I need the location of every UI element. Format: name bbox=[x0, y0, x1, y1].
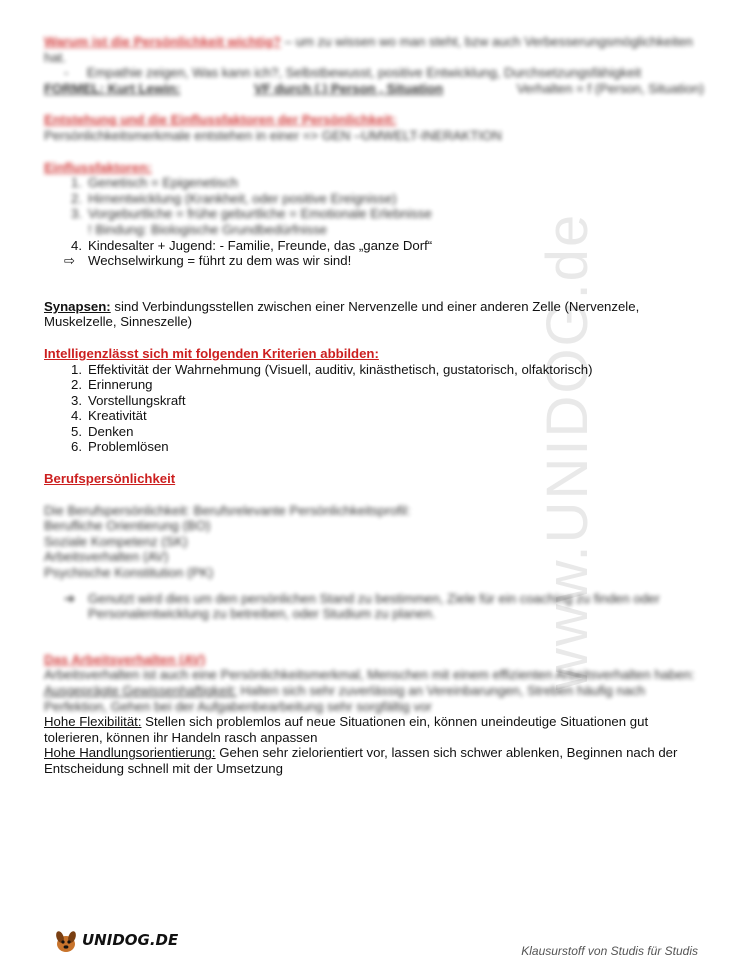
synapsen-paragraph bbox=[44, 299, 704, 330]
bullet-item bbox=[44, 65, 704, 81]
term-definition: sind Verbindungsstellen zwischen einer Nervenzelle und einer anderen Zelle (Nervenzele, Muskelzelle, Sinneszelle) bbox=[44, 298, 640, 330]
arrow-text: Genutzt wird dies um den persönlichen Stand zu bestimmen, Ziele für ein coaching zu finden oder Personalentwicklung zu betreiben, oder Studium zu planen. bbox=[88, 590, 660, 622]
section-intro: Arbeitsverhalten ist auch eine Persönlichkeitsmerkmal, Menschen mit einem effizienten Arbeitsverhalten haben: bbox=[44, 667, 695, 683]
section-heading: Berufspersönlichkeit bbox=[44, 471, 176, 487]
formula-label: FORMEL: Kurt Lewin: bbox=[44, 80, 181, 96]
formula-middle: VF durch (.) Person , Situation bbox=[253, 80, 443, 96]
bullet-text: Empathie zeigen, Was kann ich?, Selbstbewusst, positive Entwicklung, Durchsetzungsfähigkeit bbox=[86, 65, 642, 81]
document-page bbox=[44, 34, 704, 777]
list-item: 3. Vorgeburtliche = frühe geburtliche = Emotionale Erlebnisse bbox=[71, 206, 432, 222]
list-item: 2. Hirnentwicklung (Krankheit, oder positive Ereignisse) bbox=[71, 190, 397, 206]
dash-bullet: - bbox=[64, 65, 87, 81]
list-item: 5. Denken bbox=[71, 423, 134, 439]
paragraph bbox=[44, 34, 704, 65]
list-item: 6. Problemlösen bbox=[71, 439, 169, 455]
formula-line bbox=[44, 81, 704, 97]
section-text: – um zu wissen wo man steht, bzw auch Verbesserungsmöglichkeiten hat. bbox=[44, 34, 693, 65]
profile-line: Berufliche Orientierung (BO) bbox=[44, 518, 211, 534]
profile-line: Psychische Konstitution (PK) bbox=[44, 565, 214, 581]
arrow-item bbox=[64, 253, 704, 269]
logo-text: UNIDOG.DE bbox=[82, 931, 179, 950]
section-heading: Entstehung und die Einflussfaktoren der Persönlichkeit: bbox=[44, 112, 397, 128]
term-label: Synapsen: bbox=[44, 298, 111, 314]
arrow-text: Wechselwirkung = führt zu dem was wir sind! bbox=[88, 253, 352, 269]
profile-line: Soziale Kompetenz (SK) bbox=[44, 533, 188, 549]
trait-text: Halten sich sehr zuverlässig an Vereinbarungen, Streben häufig nach Perfektion, Gehen bei der Aufgabenbearbeitung sehr sorgfältig vor bbox=[44, 683, 646, 714]
trait-label: Hohe Flexibilität: bbox=[44, 714, 142, 730]
list-item: 3. Vorstellungskraft bbox=[71, 392, 186, 408]
criteria-list bbox=[64, 362, 704, 456]
arrow-icon: ⇨ bbox=[64, 253, 76, 269]
dog-logo-icon bbox=[52, 927, 80, 955]
list-item: 4. Kreativität bbox=[71, 408, 147, 424]
section-heading: Warum ist die Persönlichkeit wichtig? bbox=[44, 34, 281, 49]
section-personality-importance bbox=[44, 34, 704, 96]
watermark: www.UNIDOG.de bbox=[535, 212, 600, 690]
list-item: 1. Genetisch = Epigenetisch bbox=[71, 175, 238, 191]
trait-paragraph bbox=[44, 714, 704, 745]
arrow-item bbox=[64, 591, 704, 622]
trait-text: Gehen sehr zielorientiert vor, lassen sich schwer ablenken, Beginnen nach der Entscheidung schnell mit der Umsetzung bbox=[44, 745, 678, 776]
section-origin bbox=[44, 112, 704, 143]
profile-line: Die Berufspersönlichkeit: Berufsrelevante Persönlichkeitsprofil: bbox=[44, 502, 411, 518]
list-item: 4. Kindesalter + Jugend: - Familie, Freunde, das „ganze Dorf“ bbox=[71, 237, 433, 253]
profile-line: Arbeitsverhalten (AV) bbox=[44, 549, 169, 565]
list-item: 2. Erinnerung bbox=[71, 377, 153, 393]
section-influence-factors bbox=[44, 160, 704, 269]
list-item: 1. Effektivität der Wahrnehmung (Visuell, auditiv, kinästhetisch, gustatorisch, olfaktorisch) bbox=[71, 361, 593, 377]
arrow-icon: ➔ bbox=[64, 590, 76, 606]
trait-text: Stellen sich problemlos auf neue Situationen ein, können uneindeutige Situationen gut tolerieren, können ihr Handeln rasch anpassen bbox=[44, 714, 649, 745]
trait-label: Ausgeprägte Gewissenhaftigkeit: bbox=[44, 683, 237, 698]
trait-paragraph bbox=[44, 745, 704, 776]
footer-tagline: Klausurstoff von Studis für Studis bbox=[521, 944, 698, 958]
footer-logo bbox=[52, 927, 178, 955]
section-work-behavior bbox=[44, 652, 704, 777]
bindung-note: ! Bindung: Biologische Grundbedürfnisse bbox=[88, 221, 327, 237]
section-heading: Das Arbeitsverhalten (AV) bbox=[44, 651, 206, 667]
trait-paragraph bbox=[44, 683, 704, 714]
section-heading: Intelligenzlässt sich mit folgenden Kriterien abbilden: bbox=[44, 345, 379, 361]
factor-list-continued bbox=[64, 238, 704, 254]
section-intelligence bbox=[44, 346, 704, 455]
factor-list bbox=[64, 175, 704, 222]
section-text: Persönlichkeitsmerkmale entstehen in einer => GEN –UMWELT-INERAKTION bbox=[44, 127, 502, 143]
trait-label: Hohe Handlungsorientierung: bbox=[44, 745, 216, 761]
section-professional-personality bbox=[44, 471, 704, 622]
section-heading: Einflussfaktoren: bbox=[44, 159, 152, 175]
profile-lines bbox=[44, 503, 704, 622]
formula-right: Verhalten = f (Person, Situation) bbox=[516, 80, 704, 96]
